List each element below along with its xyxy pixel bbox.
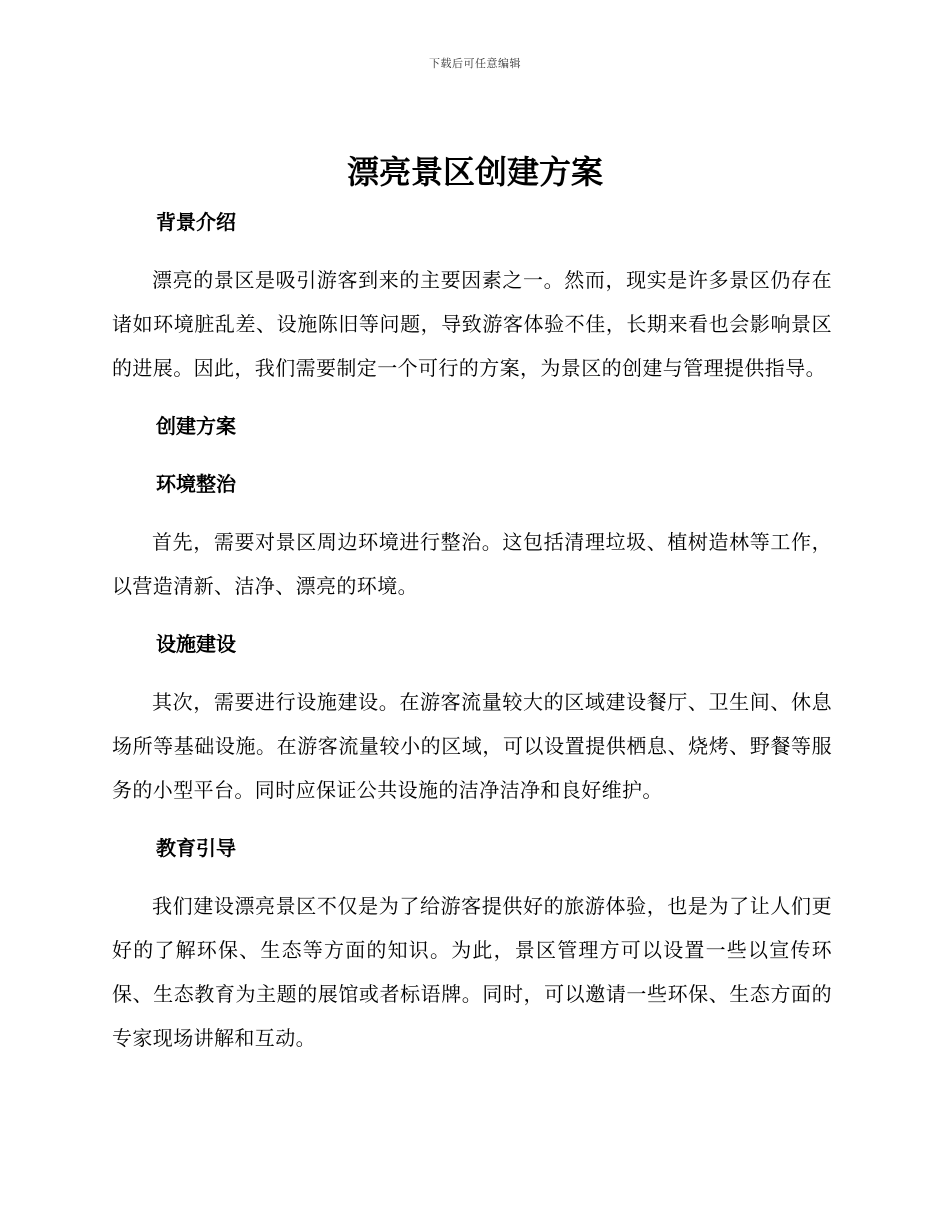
heading-plan: 创建方案 [156,414,236,438]
heading-environment: 环境整治 [156,472,236,496]
document-title: 漂亮景区创建方案 [346,153,603,191]
heading-background: 背景介绍 [156,210,236,234]
paragraph-facilities: 其次，需要进行设施建设。在游客流量较大的区域建设餐厅、卫生间、休息场所等基础设施。在游客流量较小的区域，可以设置提供栖息、烧烤、野餐等服务的小型平台。同时应保证公共设施的洁净洁净和良好维护。 [112,690,832,802]
header-note: 下载后可任意编辑 [429,57,521,70]
paragraph-environment: 首先，需要对景区周边环境进行整治。这包括清理垃圾、植树造林等工作，以营造清新、洁净、漂亮的环境。 [112,530,832,598]
paragraph-education: 我们建设漂亮景区不仅是为了给游客提供好的旅游体验，也是为了让人们更好的了解环保、生态等方面的知识。为此，景区管理方可以设置一些以宣传环保、生态教育为主题的展馆或者标语牌。同时，可以邀请一些环保、生态方面的专家现场讲解和互动。 [112,894,832,1050]
document-body [112,200,832,1060]
heading-facilities: 设施建设 [156,632,236,656]
paragraph-background: 漂亮的景区是吸引游客到来的主要因素之一。然而，现实是许多景区仍存在诸如环境脏乱差、设施陈旧等问题，导致游客体验不佳，长期来看也会影响景区的进展。因此，我们需要制定一个可行的方案，为景区的创建与管理提供指导。 [112,268,832,380]
heading-education: 教育引导 [156,836,236,860]
